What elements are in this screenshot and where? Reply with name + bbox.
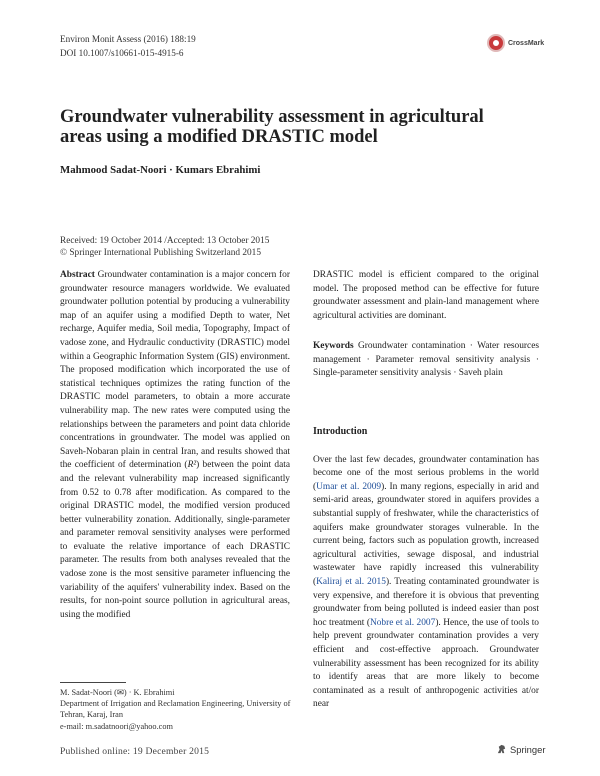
journal-header (60, 32, 196, 60)
keywords-label: Keywords (313, 341, 354, 351)
abstract-text-1: Groundwater contamination is a major concern for groundwater resource managers worldwide. We evaluated groundwater pollution potential by producing a vulnerability map of an aquifer using a modified Depth to water, Net recharge, Aquifer media, Soil media, Topography, Impact of vadose zone, and Hydraulic conductivity (DRASTIC) model within a Geographic Information System (GIS) environment. The proposed modification which incorporated the use of statistical techniques optimizes the rating function of the DRASTIC model parameters, to obtain a more accurate vulnerability map. The new rates were computed using the relationships between the parameters and point data chloride concentrations in groundwater. The model was applied on Saveh-Nobaran plain in central Iran, and results showed that the coefficient of determination ( (60, 270, 290, 471)
footnote-authors: M. Sadat-Noori (✉) · K. Ebrahimi (60, 688, 175, 697)
citation-kaliraj[interactable]: Kaliraj et al. 2015 (316, 576, 386, 587)
footnote-rule (60, 682, 126, 683)
footnote (60, 687, 310, 732)
crossmark-label: CrossMark (508, 39, 545, 47)
authors: Mahmood Sadat-Noori · Kumars Ebrahimi (60, 164, 261, 176)
copyright: © Springer International Publishing Switzerland 2015 (60, 248, 261, 258)
footnote-email[interactable]: e-mail: m.sadatnoori@yahoo.com (60, 721, 173, 731)
received-accepted: Received: 19 October 2014 /Accepted: 13 October 2015 (60, 236, 270, 246)
intro-text-2: ). In many regions, especially in arid and semi-arid areas, groundwater stored in aquifers provides a substantial supply of freshwater, while the characteristics of aquifers make groundwater storages vulnerable. In the current being, factors such as population growth, increased agricultural activities, sewage disposal, and industrial wastewater have rapidly increased this vulnerability ( (313, 481, 539, 587)
springer-logo (496, 744, 545, 755)
abstract-label: Abstract (60, 270, 95, 280)
springer-label: Springer (510, 744, 546, 755)
introduction-heading: Introduction (313, 426, 368, 437)
citation-nobre[interactable]: Nobre et al. 2007 (369, 617, 436, 628)
intro-text-1: Over the last few decades, groundwater contamination has become one of the most serious problems in the world ( (313, 454, 539, 492)
introduction (313, 425, 539, 712)
dates-block (60, 235, 269, 259)
abstract-continued (313, 269, 539, 323)
abstract-continued-text: DRASTIC model is efficient compared to the original model. The proposed method can be effective for future groundwater assessment and plain-land management where agricultural activities are dominant. (313, 270, 539, 321)
journal-citation: Environ Monit Assess (2016) 188:19 (60, 34, 196, 44)
abstract (60, 269, 290, 622)
intro-text-3: ). Treating contaminated groundwater is very expensive, and therefore it is obvious that preventing groundwater from being polluted is indeed easier than post hoc treatment ( (313, 576, 539, 628)
doi[interactable]: DOI 10.1007/s10661-015-4915-6 (60, 48, 184, 58)
crossmark-icon (487, 34, 505, 52)
published-date: Published online: 19 December 2015 (60, 746, 210, 757)
paper-title: Groundwater vulnerability assessment in agricultural areas using a modified DRASTIC model (60, 107, 484, 147)
keywords (313, 340, 539, 381)
springer-horse-icon (496, 744, 507, 755)
crossmark-badge[interactable] (487, 34, 544, 52)
r2-symbol: R² (187, 460, 197, 471)
citation-umar[interactable]: Umar et al. 2009 (316, 481, 382, 492)
intro-text-4: ). Hence, the use of tools to help prevent groundwater contamination provides a very efficient and cost-effective approach. Groundwater vulnerability assessment has been recognized for its ability to identify areas that are more likely to become contaminated as a result of anthropogenic activities at/or near (313, 617, 539, 710)
footnote-affiliation: Department of Irrigation and Reclamation Engineering, University of Tehran, Karaj, Iran (60, 699, 291, 720)
keywords-text: Groundwater contamination · Water resources management · Parameter removal sensitivity analysis · Single-parameter sensitivity analysis · Saveh plain (313, 341, 539, 379)
abstract-text-2: ) between the point data and the relevant vulnerability map increased significantly from 0.52 to 0.78 after modification. As compared to the original DRASTIC model, the modified version produced better vulnerability zonation. Additionally, single-parameter and parameter removal sensitivity analyses were performed to evaluate the relative importance of each DRASTIC parameter. The results from both analyses revealed that the vadose zone is the most sensitive parameter influencing the variability of the aquifers' vulnerability index. Based on the results, for non-point source pollution in agricultural areas, using the modified (60, 460, 290, 620)
introduction-paragraph (313, 454, 539, 712)
